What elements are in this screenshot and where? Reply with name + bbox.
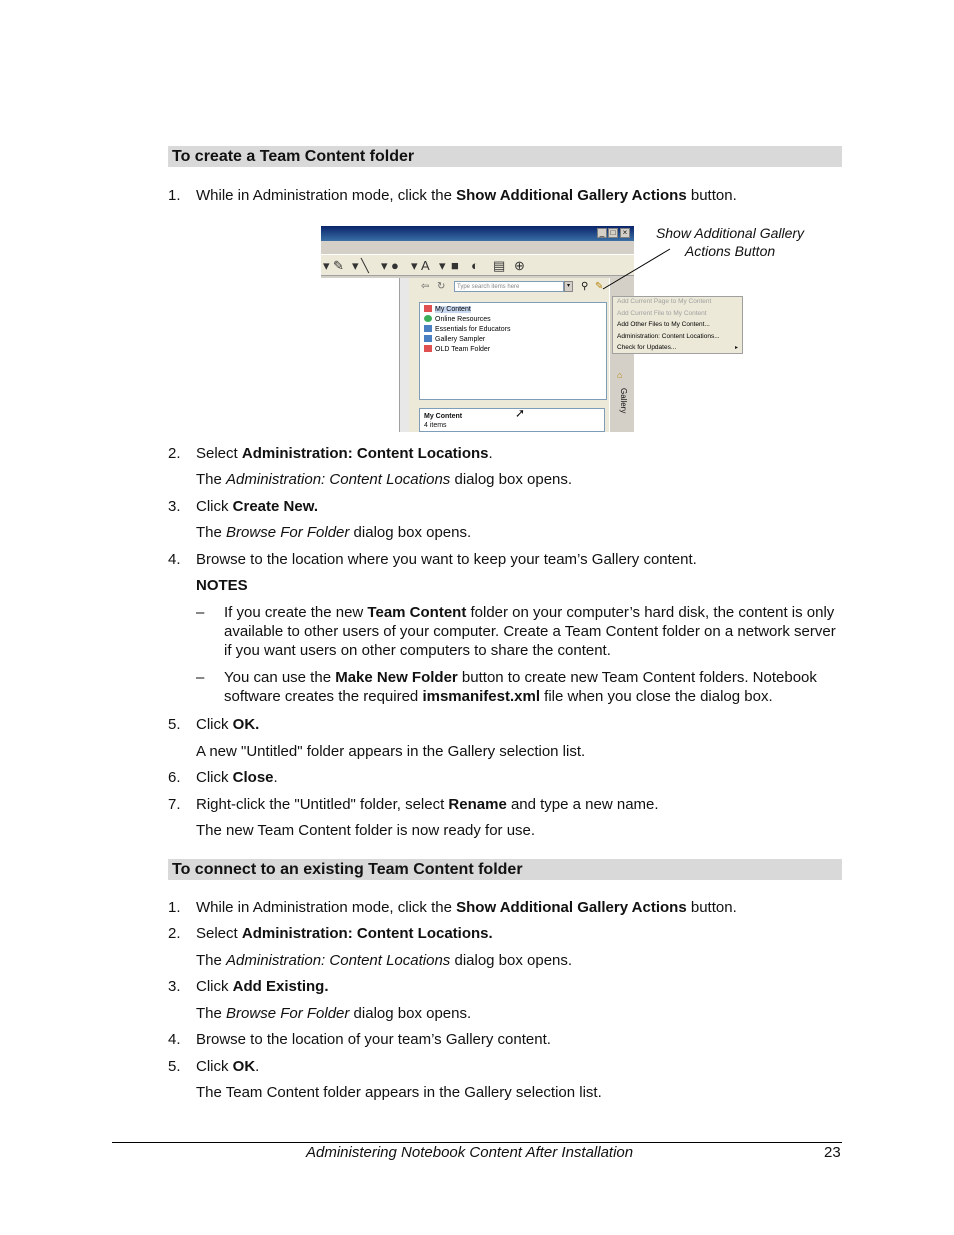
my-content-preview — [419, 408, 605, 432]
folder-icon — [424, 335, 432, 342]
dropdown-arrow-icon: ▾ — [439, 258, 446, 273]
step-2-result: The Administration: Content Locations dialog box opens. — [196, 471, 573, 488]
menu-item[interactable]: Add Current Page to My Content — [617, 298, 712, 305]
step-text: While in Administration mode, click the Show Additional Gallery Actions button. — [196, 187, 737, 204]
maximize-icon: □ — [608, 228, 618, 238]
table-icon: ▤ — [493, 258, 506, 273]
tree-item[interactable]: Gallery Sampler — [424, 335, 485, 344]
search-dropdown-icon[interactable]: ▾ — [564, 281, 573, 292]
tree-item[interactable]: OLD Team Folder — [424, 345, 490, 354]
back-icon[interactable]: ⇦ — [421, 281, 430, 292]
submenu-arrow-icon: ▸ — [735, 345, 739, 351]
folder-icon — [424, 325, 432, 332]
shapes-icon: ● — [391, 258, 399, 273]
step-3-result: The Browse For Folder dialog box opens. — [196, 1005, 472, 1022]
step-number: 1. — [168, 187, 181, 204]
dropdown-arrow-icon: ▾ — [352, 258, 359, 273]
section-heading-create: To create a Team Content folder — [168, 146, 842, 167]
toolbar — [321, 254, 634, 276]
mouse-cursor-icon: ➚ — [515, 406, 526, 420]
notes-label: NOTES — [196, 577, 248, 594]
fill-icon: ■ — [451, 258, 459, 273]
page-number: 23 — [824, 1144, 841, 1161]
tree-item[interactable]: Essentials for Educators — [424, 325, 510, 334]
gallery-tab-icon[interactable]: ⌂ — [617, 370, 623, 380]
step-5-result: A new "Untitled" folder appears in the Gallery selection list. — [196, 743, 586, 760]
step-7-result: The new Team Content folder is now ready for use. — [196, 822, 536, 839]
dropdown-arrow-icon: ▾ — [323, 258, 330, 273]
window-titlebar — [321, 226, 634, 241]
gallery-panel — [409, 278, 609, 432]
gallery-actions-menu — [612, 296, 743, 354]
close-icon: × — [620, 228, 630, 238]
my-content-count: 4 items — [424, 422, 447, 429]
dropdown-arrow-icon: ▾ — [381, 258, 388, 273]
help-icon: ⊕ — [514, 258, 525, 273]
footer-divider — [112, 1142, 842, 1143]
menu-item[interactable]: Add Current File to My Content — [617, 310, 707, 317]
line-icon: ╲ — [361, 258, 369, 273]
menu-item-content-locations[interactable]: Administration: Content Locations... — [617, 333, 720, 340]
section-heading-connect: To connect to an existing Team Content folder — [168, 859, 842, 880]
callout-label: Show Additional Gallery Actions Button — [655, 225, 805, 259]
gallery-screenshot — [321, 226, 634, 432]
menu-item[interactable]: Add Other Files to My Content... — [617, 321, 710, 328]
minimize-icon: _ — [597, 228, 607, 238]
gallery-tree — [419, 302, 607, 400]
page-canvas — [321, 278, 399, 432]
tree-item[interactable]: My Content — [424, 305, 471, 314]
tree-item[interactable]: Online Resources — [424, 315, 491, 324]
menu-item[interactable]: Check for Updates... — [617, 344, 677, 351]
globe-icon — [424, 315, 432, 322]
step-2-result: The Administration: Content Locations dialog box opens. — [196, 952, 573, 969]
text-icon: A — [421, 258, 430, 273]
my-content-title: My Content — [424, 413, 463, 420]
gallery-tab[interactable]: Gallery — [619, 388, 628, 414]
pen-icon: ✎ — [333, 258, 344, 273]
refresh-icon[interactable]: ↻ — [437, 281, 446, 292]
footer-title: Administering Notebook Content After Installation — [306, 1144, 634, 1161]
step-5-result: The Team Content folder appears in the Gallery selection list. — [196, 1084, 602, 1101]
folder-icon — [424, 345, 432, 352]
step-3-result: The Browse For Folder dialog box opens. — [196, 524, 472, 541]
search-icon[interactable]: ⚲ — [581, 281, 589, 292]
folder-icon — [424, 305, 432, 312]
dropdown-arrow-icon: ▾ — [411, 258, 418, 273]
screen-shade-icon: ◐ — [471, 258, 479, 273]
gallery-actions-icon[interactable]: ✎ — [595, 281, 604, 292]
search-input[interactable]: Type search items here — [454, 281, 564, 292]
